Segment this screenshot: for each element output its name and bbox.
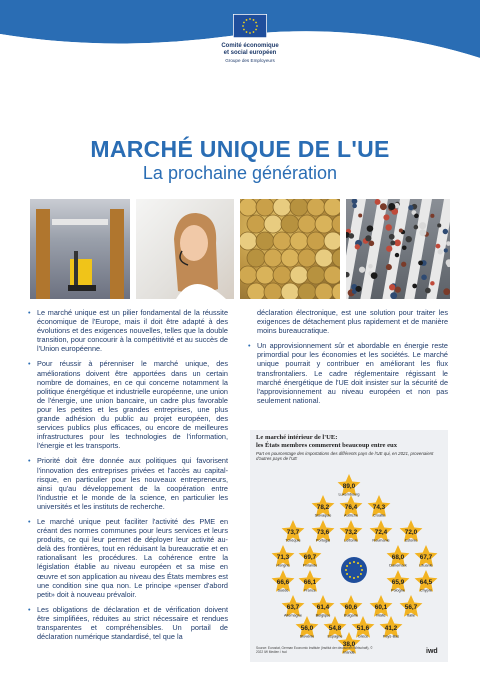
country-value: 66,1 [303, 579, 317, 586]
chart-source: Source: Eurostat, German Economic Institute (Institut der deutschen Wirtschaft), © 2022 IW Medien / iwd [256, 646, 373, 654]
country-label: Finlande [302, 563, 318, 568]
country-value: 61,4 [316, 604, 330, 611]
country-label: Grèce [357, 634, 369, 639]
eu-star-dot [361, 569, 363, 571]
country-label: Irlande [343, 650, 355, 655]
bullet-icon: • [28, 456, 31, 466]
infographic-chart [250, 430, 448, 662]
eu-star-dot [349, 562, 351, 564]
iwd-logo: iwd [426, 648, 438, 655]
paragraph-text: déclaration électronique, est une solution pour traiter les exigences de détachement plus rapidement et de manière moins bureaucratique. [257, 308, 448, 336]
chart-title: Le marché intérieur de l'UE: les États membres commerent beaucoup entre eux [256, 434, 398, 449]
country-label: Lettonie [344, 538, 358, 543]
country-label: Danemark [389, 563, 407, 568]
eu-star-dot [357, 562, 359, 564]
country-value: 66,6 [276, 579, 290, 586]
country-value: 56,0 [300, 625, 314, 632]
chart-subtitle: Part en pourcentage des importations des différents pays de l'UE qui, en 2021, provenaient d'autres pays de l'UE [256, 451, 434, 462]
paragraph-text: Un approvisionnement sûr et abordable en énergie reste primordial pour les économies et les sociétés. Le marché unique pourrait y contribuer en améliorant les flux transfrontaliers. Le cadre réglementaire régissant le marché énergétique de l'UE doit insister sur la sécurité de l'approvisionnement au niveau européen et non pas seulement national. [257, 341, 448, 405]
country-label: Bulgarie [344, 613, 358, 618]
country-value: 71,3 [276, 554, 290, 561]
country-label: Allemagne [284, 613, 302, 618]
crowd-crosswalk-photo [346, 199, 450, 299]
paragraph [248, 308, 448, 335]
eu-star-dot [346, 573, 348, 575]
country-label: Slovaquie [314, 513, 332, 518]
left-text-column [28, 308, 228, 647]
country-value: 72,0 [404, 529, 418, 536]
country-value: 51,6 [356, 625, 370, 632]
eu-star-dot [357, 576, 359, 578]
country-value: 72,4 [374, 529, 388, 536]
country-value: 67,7 [419, 554, 433, 561]
paragraph [28, 605, 228, 641]
country-value: 38,0 [342, 641, 356, 648]
country-label: Belgique [315, 613, 331, 618]
country-value: 68,0 [391, 554, 405, 561]
country-value: 63,7 [286, 604, 300, 611]
country-label: Croatie [372, 513, 386, 518]
country-value: 73,2 [344, 529, 358, 536]
eu-star-dot [360, 565, 362, 567]
paragraph-text: Le marché unique est un pilier fondamental de la réussite économique de l'Europe, mais il doit être adapté à des évolutions et des exigences nouvelles, telles que la double transition, pour concourir à la compétitivité et au succès de l'Union européenne. [37, 308, 228, 354]
country-label: Suède [277, 588, 289, 593]
paragraph [28, 359, 228, 450]
country-label: Malte [376, 613, 386, 618]
country-label: Espagne [327, 634, 343, 639]
country-value: 65,9 [391, 579, 405, 586]
country-label: Portugal [315, 538, 331, 543]
country-label: Luxembourg [338, 492, 360, 497]
eu-center-circle [341, 557, 367, 583]
page-subtitle: La prochaine génération [142, 163, 338, 183]
paragraph-text: Le marché unique peut faciliter l'activité des PME en créant des normes communes pour leurs services et leurs produits, ce qui leur permet de déployer leur activité au-delà des frontières, tout en réduisant la bureaucratie et en rationalisant les procédures. La cohérence entre la législation établie au niveau européen et sa mise en œuvre et son application au niveau des États membres est une condition sine qua non. Le principe «penser d'abord petit» doit à nouveau prévaloir. [37, 516, 228, 599]
country-value: 78,2 [316, 504, 330, 511]
paragraph-text: Pour réussir à pérenniser le marché unique, des améliorations doivent être apportées dans un certain nombre de domaines, en ce qui concerne notamment la politique énergétique et industrielle européenne, une union de l'énergie, une union bancaire, un cadre plus favorable pour les petites et les grandes entreprises, une plus grande adhésion du public au projet européen, des services publics plus efficaces, ou encore de meilleures infrastructures pour les technologies de l'information, l'énergie et les transports. [37, 359, 228, 451]
country-label: Autriche [344, 513, 358, 518]
paragraph [28, 308, 228, 353]
country-value: 54,8 [328, 625, 342, 632]
warehouse-photo [30, 199, 130, 299]
org-line2: et social européen [223, 50, 277, 56]
paragraph [28, 517, 228, 599]
country-label: Estonie [404, 538, 418, 543]
country-value: 73,7 [286, 529, 300, 536]
page-title: MARCHÉ UNIQUE DE L'UE [90, 136, 390, 162]
country-value: 89,0 [342, 483, 356, 490]
country-label: Tchéquie [285, 538, 301, 543]
country-value: 41,2 [384, 625, 398, 632]
call-center-photo [136, 199, 234, 299]
org-line1: Comité économique [221, 43, 279, 49]
country-value: 73,6 [316, 529, 330, 536]
coins-photo [240, 199, 340, 299]
country-label: Slovénie [299, 634, 315, 639]
header-band [0, 0, 480, 100]
bullet-icon: • [248, 341, 251, 351]
country-value: 64,5 [419, 579, 433, 586]
right-text-column [248, 308, 448, 411]
bullet-icon: • [28, 308, 31, 317]
country-value: 60,6 [344, 604, 358, 611]
paragraph-text: Les obligations de déclaration et de vérification doivent être simplifiées, réduites au strict nécessaire et rendues transparentes et compréhensibles. Un portail de déclaration numérique standardisé, tel que la [37, 604, 228, 642]
country-value: 60,1 [374, 604, 388, 611]
country-label: Chypre [419, 588, 433, 593]
infographic-box [250, 430, 448, 662]
country-value: 76,4 [344, 504, 358, 511]
country-label: Pays-Bas [382, 634, 400, 639]
eu-star-dot [349, 576, 351, 578]
eu-star-dot [360, 573, 362, 575]
paragraph [28, 456, 228, 511]
country-label: Roumanie [372, 538, 390, 543]
eesc-logo [200, 14, 300, 63]
group-name: Groupe des Employeurs [225, 58, 275, 63]
country-label: Hongrie [276, 563, 290, 568]
country-label: Lituanie [419, 563, 433, 568]
country-value: 74,3 [372, 504, 386, 511]
bullet-icon: • [28, 604, 31, 614]
bullet-icon: • [28, 516, 31, 526]
paragraph-text: Priorité doit être donnée aux politiques qui favorisent l'innovation des entreprises privées et l'accès au capital-risque, en particulier pour les nouveaux entrepreneurs, ainsi qu'au développement de la coopération entre l'industrie et le monde de la science, en particulier les universités et les instituts de recherche. [37, 456, 228, 511]
eu-star-dot [345, 569, 347, 571]
eu-star-dot [346, 565, 348, 567]
country-value: 69,7 [303, 554, 317, 561]
country-label: France [304, 588, 316, 593]
eu-star-dot [353, 577, 355, 579]
country-label: Pologne [391, 588, 405, 593]
paragraph [248, 341, 448, 405]
bullet-icon: • [28, 359, 31, 369]
country-value: 56,7 [404, 604, 418, 611]
country-label: Italie [406, 613, 416, 618]
eu-star-dot [353, 561, 355, 563]
eu-flag-icon [233, 14, 267, 38]
